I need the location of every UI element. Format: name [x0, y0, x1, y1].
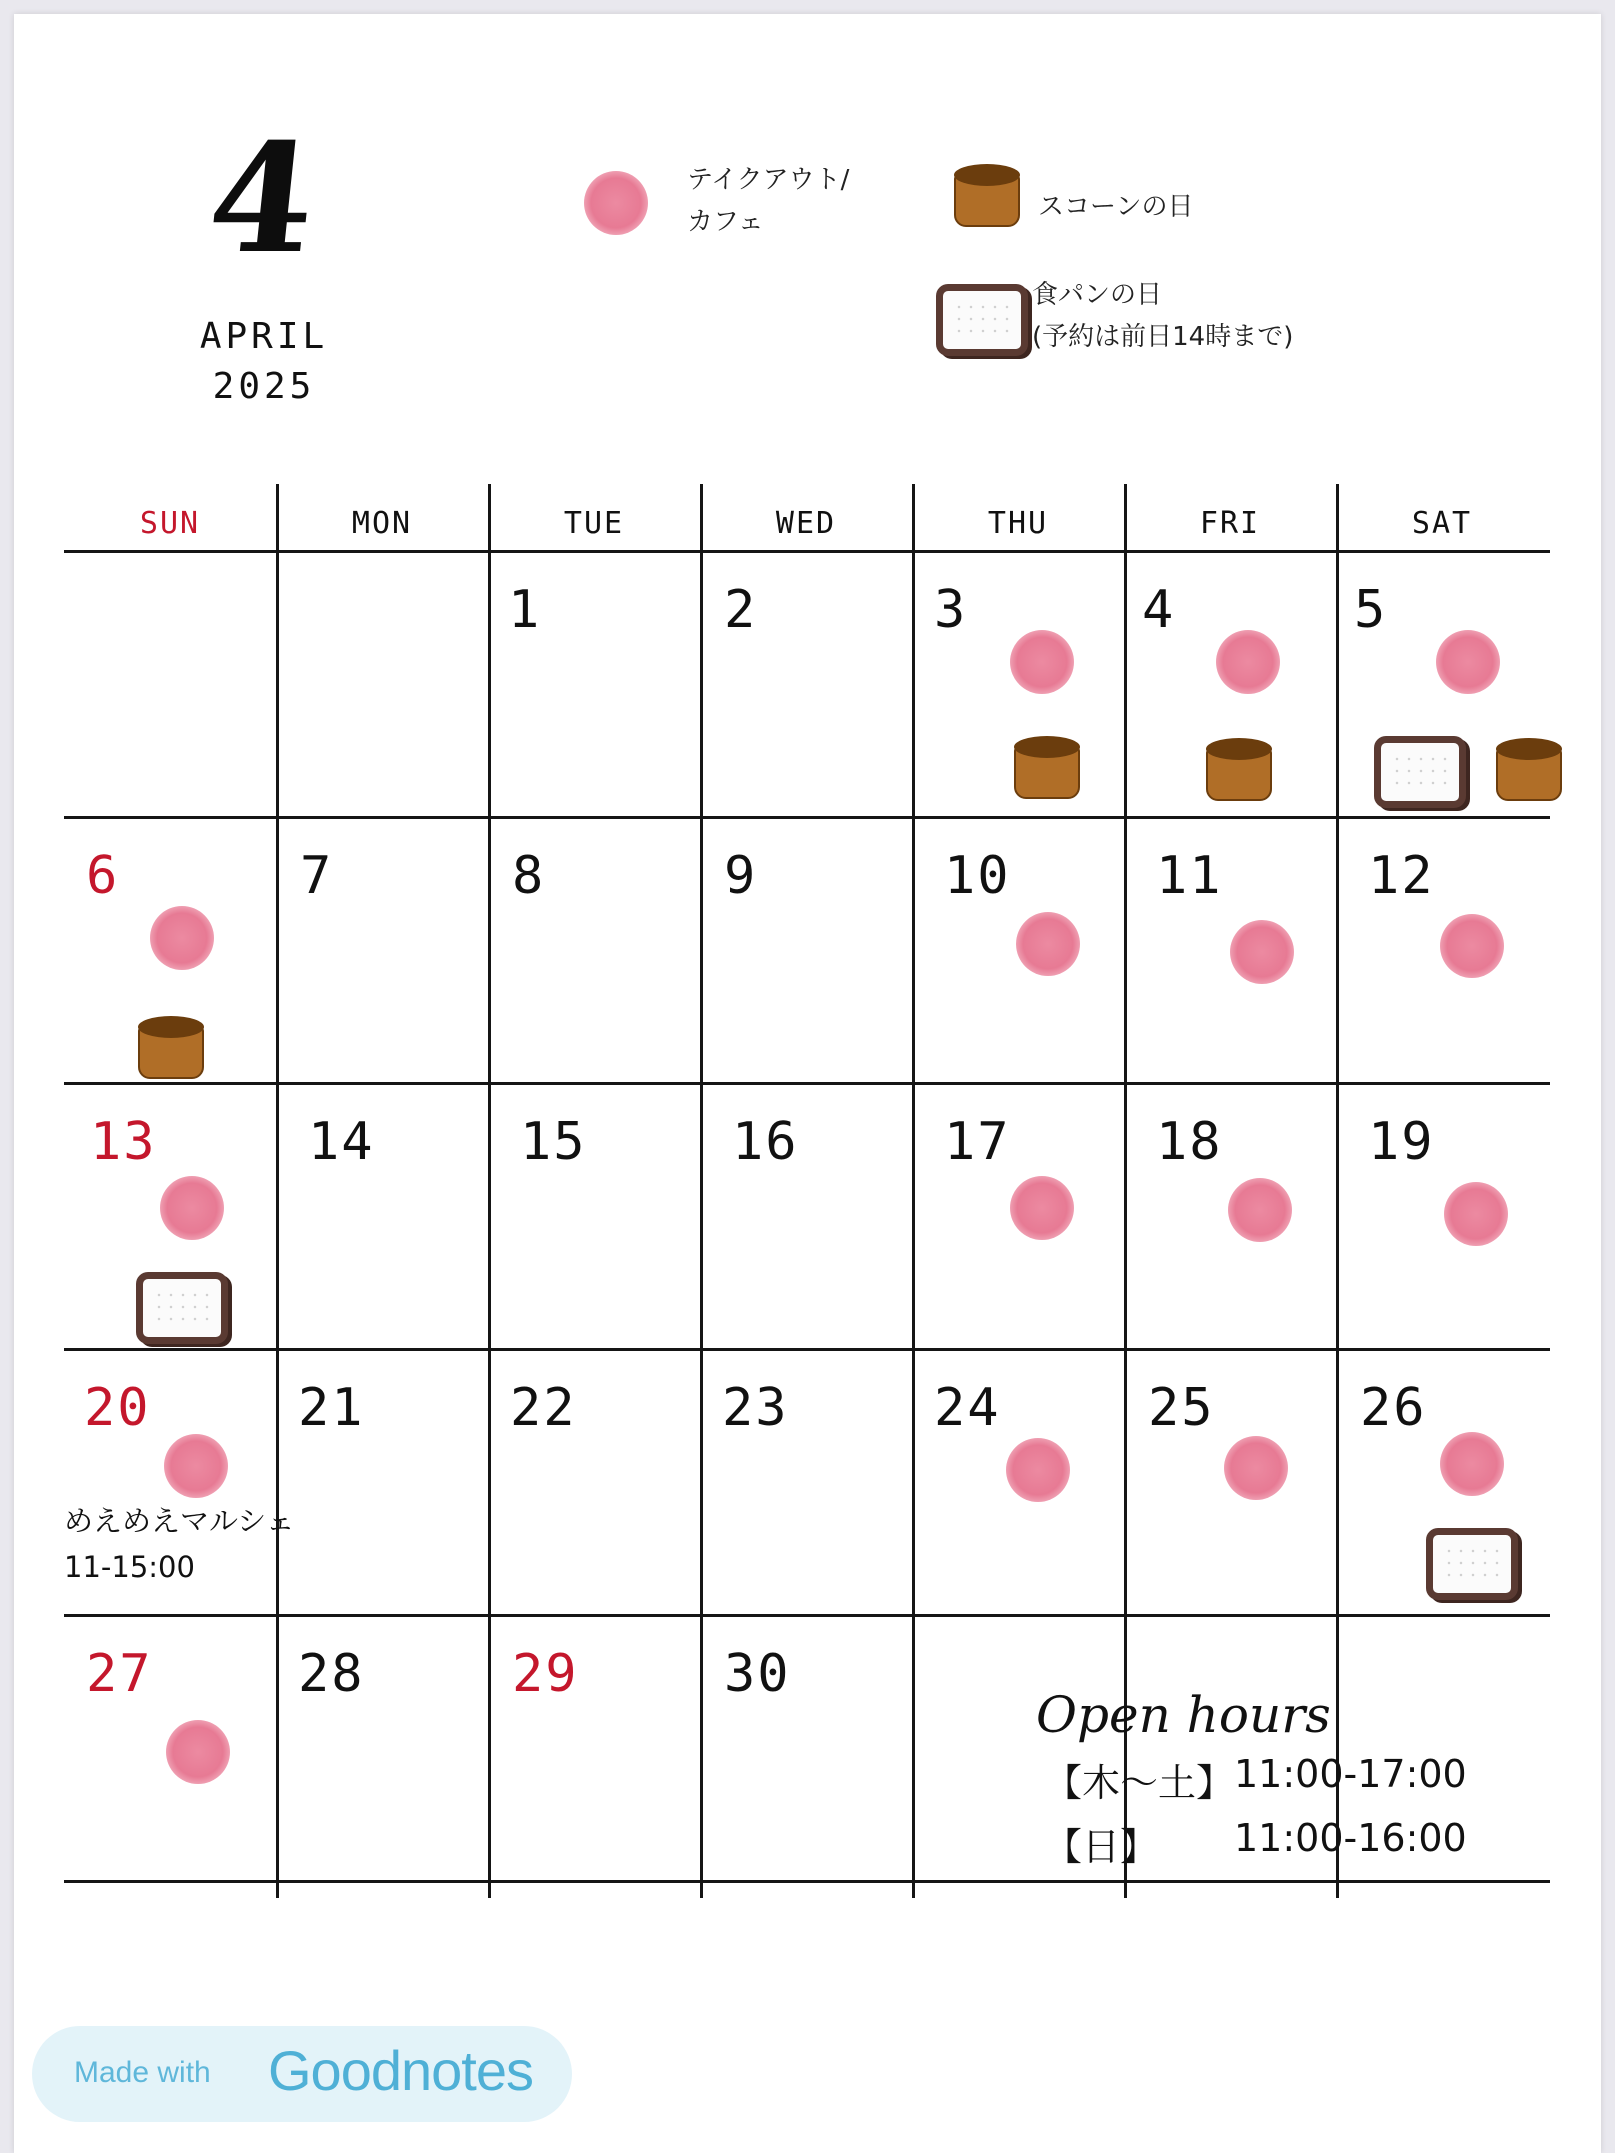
made-with-goodnotes-badge[interactable] — [32, 2026, 572, 2122]
scone-icon — [138, 1016, 204, 1082]
day-15: 15 — [520, 1112, 587, 1172]
day-8: 8 — [512, 846, 546, 906]
day-20: 20 — [84, 1378, 151, 1438]
weekday-mon: MON — [351, 506, 413, 541]
badge-brand-text: Goodnotes — [268, 2039, 533, 2102]
day-12: 12 — [1368, 846, 1435, 906]
takeout-icon — [164, 1434, 228, 1498]
day-7: 7 — [300, 846, 334, 906]
day-30: 30 — [724, 1644, 791, 1704]
open-hours-title: Open hours — [1036, 1686, 1331, 1744]
month-number: 4 — [200, 111, 324, 287]
legend-scone-label: スコーンの日 — [1038, 192, 1194, 222]
day-16: 16 — [732, 1112, 799, 1172]
legend-bread-label: 食パンの日 (予約は前日14時まで) — [1032, 280, 1294, 352]
weekday-tue: TUE — [563, 506, 625, 541]
bread-icon — [1374, 736, 1466, 808]
takeout-icon — [1440, 914, 1504, 978]
day-28: 28 — [298, 1644, 365, 1704]
day-6: 6 — [86, 846, 120, 906]
legend-takeout-icon — [584, 171, 648, 235]
day-10: 10 — [944, 846, 1011, 906]
day-4: 4 — [1142, 580, 1176, 640]
takeout-icon — [1230, 920, 1294, 984]
weekday-wed: WED — [775, 506, 837, 541]
day-26: 26 — [1360, 1378, 1427, 1438]
day-22: 22 — [510, 1378, 577, 1438]
weekday-sun: SUN — [139, 506, 201, 541]
calendar-sheet — [14, 14, 1601, 2153]
badge-made-with-text: Made with — [74, 2056, 211, 2089]
day-5: 5 — [1354, 580, 1388, 640]
takeout-icon — [1436, 630, 1500, 694]
event-marche-note: めえめえマルシェ 11-15:00 — [64, 1504, 295, 1584]
legend-takeout-label: テイクアウト/ カフェ — [687, 165, 850, 237]
day-25: 25 — [1148, 1378, 1215, 1438]
day-19: 19 — [1368, 1112, 1435, 1172]
takeout-icon — [150, 906, 214, 970]
day-1: 1 — [508, 580, 542, 640]
day-23: 23 — [722, 1378, 789, 1438]
takeout-icon — [1216, 630, 1280, 694]
weekday-sat: SAT — [1411, 506, 1473, 541]
takeout-icon — [1440, 1432, 1504, 1496]
day-11: 11 — [1156, 846, 1223, 906]
takeout-icon — [166, 1720, 230, 1784]
takeout-icon — [1228, 1178, 1292, 1242]
scone-icon — [1014, 736, 1080, 802]
takeout-icon — [1016, 912, 1080, 976]
open-hours-days-2: 【日】 — [1044, 1825, 1159, 1869]
takeout-icon — [160, 1176, 224, 1240]
year: 2025 — [212, 366, 316, 407]
day-9: 9 — [724, 846, 758, 906]
takeout-icon — [1010, 630, 1074, 694]
bread-icon — [1426, 1528, 1518, 1600]
legend-scone-icon — [954, 164, 1020, 230]
day-21: 21 — [298, 1378, 365, 1438]
weekday-fri: FRI — [1199, 506, 1261, 541]
open-hours-time-1: 11:00-17:00 — [1234, 1752, 1467, 1796]
day-29: 29 — [512, 1644, 579, 1704]
legend-bread-icon — [936, 284, 1028, 356]
takeout-icon — [1444, 1182, 1508, 1246]
weekday-thu: THU — [987, 506, 1049, 541]
day-2: 2 — [724, 580, 758, 640]
open-hours-days-1: 【木〜土】 — [1044, 1761, 1235, 1805]
takeout-icon — [1006, 1438, 1070, 1502]
takeout-icon — [1010, 1176, 1074, 1240]
scone-icon — [1206, 738, 1272, 804]
bread-icon — [136, 1272, 228, 1344]
day-13: 13 — [90, 1112, 157, 1172]
day-17: 17 — [944, 1112, 1011, 1172]
day-27: 27 — [86, 1644, 153, 1704]
day-14: 14 — [308, 1112, 375, 1172]
takeout-icon — [1224, 1436, 1288, 1500]
scone-icon — [1496, 738, 1562, 804]
month-name: APRIL — [199, 316, 329, 357]
open-hours-time-2: 11:00-16:00 — [1234, 1816, 1467, 1860]
calendar-grid — [64, 484, 1550, 1898]
day-18: 18 — [1156, 1112, 1223, 1172]
day-3: 3 — [934, 580, 968, 640]
day-24: 24 — [934, 1378, 1001, 1438]
